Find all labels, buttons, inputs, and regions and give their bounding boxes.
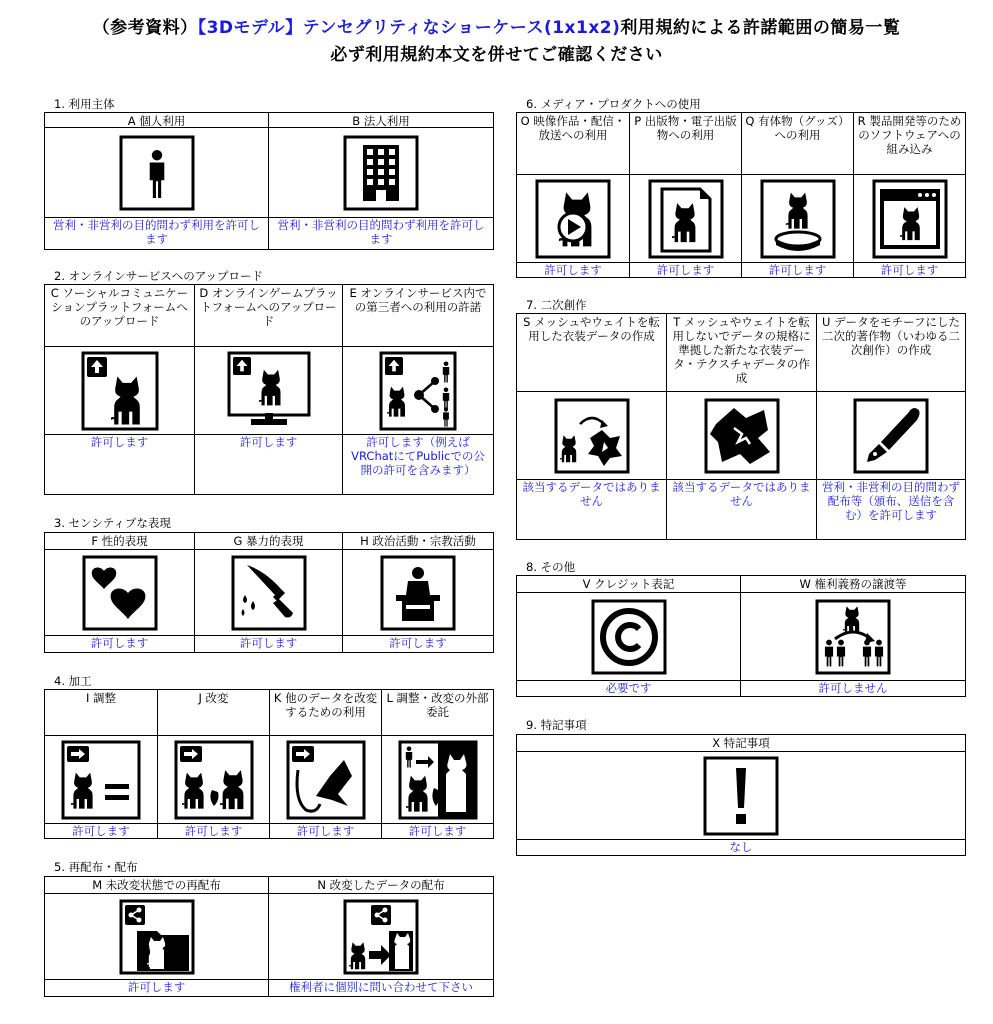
- item-d-game-platform-upload: [195, 285, 343, 494]
- section-label-redistribution: 5. 再配布・配布: [54, 860, 138, 874]
- adjust-equal-icon: [45, 736, 157, 824]
- item-heading: Q 有体物（グッズ）への利用: [742, 113, 853, 175]
- item-r-software-embedding: [854, 113, 965, 277]
- item-answer: 許可します: [408, 824, 467, 838]
- outsourcing-icon: [382, 736, 493, 824]
- item-heading: X 特記事項: [517, 735, 965, 752]
- item-heading: K 他のデータを改変するための利用: [270, 690, 381, 736]
- upload-monitor-icon: [195, 347, 342, 435]
- section-label-other: 8. その他: [526, 560, 576, 574]
- item-q-physical-goods: [742, 113, 854, 277]
- distribute-modified-icon: [269, 894, 493, 980]
- item-answer: 営利・非営利の目的問わず利用を許可します: [53, 218, 260, 246]
- section-label-processing: 4. 加工: [54, 674, 92, 688]
- section-grid-usage-subject: [44, 112, 494, 250]
- item-answer: なし: [729, 840, 753, 854]
- publication-icon: [630, 175, 741, 263]
- page-title: [0, 13, 993, 38]
- item-m-unmodified-redistribution: [45, 877, 269, 996]
- section-label-media-products: 6. メディア・プロダクトへの使用: [526, 97, 701, 111]
- item-answer: 許可します: [90, 636, 149, 650]
- building-icon: [269, 128, 493, 218]
- section-label-special-notes: 9. 特記事項: [526, 718, 587, 732]
- item-answer: 許可します: [239, 435, 298, 449]
- hearts-icon: [45, 550, 194, 636]
- item-heading: L 調整・改変の外部委託: [382, 690, 493, 736]
- figure-goods-icon: [742, 175, 853, 263]
- item-w-rights-transfer: [741, 576, 965, 696]
- item-heading: C ソーシャルコミュニケーションプラットフォームへのアップロード: [45, 285, 194, 347]
- item-c-social-platform-upload: [45, 285, 195, 494]
- item-heading: B 法人利用: [269, 113, 493, 128]
- item-heading: T メッシュやウェイトを転用しないでデータの規格に準拠した新たな衣装データ・テクスチャデータの作成: [667, 314, 816, 392]
- item-heading: F 性的表現: [45, 533, 194, 550]
- item-heading: J 改変: [158, 690, 269, 736]
- item-answer: 許可します: [127, 980, 186, 994]
- item-answer: 該当するデータではありません: [672, 480, 811, 508]
- modify-other-data-icon: [270, 736, 381, 824]
- item-u-derivative-creation: [817, 314, 965, 539]
- section-grid-other: [516, 575, 966, 697]
- item-j-modification: [158, 690, 270, 838]
- software-window-icon: [854, 175, 965, 263]
- item-answer: 営利・非営利の目的問わず配布等（頒布、送信を含む）を許可します: [822, 480, 960, 522]
- item-heading: S メッシュやウェイトを転用した衣装データの作成: [517, 314, 666, 392]
- section-label-usage-subject: 1. 利用主体: [54, 97, 115, 111]
- section-grid-derivative-works: [516, 313, 966, 540]
- title-suffix: 利用規約による許諾範囲の簡易一覧: [620, 18, 901, 38]
- item-e-third-party-license: [343, 285, 493, 494]
- item-a-personal-use: [45, 113, 269, 249]
- item-f-sexual-expression: [45, 533, 195, 652]
- section-label-sensitive-expression: 3. センシティブな表現: [54, 516, 171, 530]
- item-heading: U データをモチーフにした二次的著作物（いわゆる二次創作）の作成: [817, 314, 965, 392]
- item-heading: N 改変したデータの配布: [269, 877, 493, 894]
- item-o-video-broadcast: [517, 113, 630, 277]
- item-answer: 該当するデータではありません: [522, 480, 661, 508]
- section-grid-redistribution: [44, 876, 494, 997]
- section-grid-special-notes: [516, 734, 966, 856]
- section-label-online-upload: 2. オンラインサービスへのアップロード: [54, 269, 263, 283]
- item-heading: R 製品開発等のためのソフトウェアへの組み込み: [854, 113, 965, 175]
- item-answer: 許可します: [880, 263, 939, 277]
- section-grid-media-products: [516, 112, 966, 278]
- item-answer: 許可します: [296, 824, 355, 838]
- item-answer: 許可します: [90, 435, 149, 449]
- item-t-new-outfit-data: [667, 314, 817, 539]
- item-answer: 必要です: [605, 681, 652, 695]
- title-prefix: （参考資料）: [92, 18, 198, 38]
- item-heading: V クレジット表記: [517, 576, 740, 593]
- knife-icon: [195, 550, 342, 636]
- item-heading: M 未改変状態での再配布: [45, 877, 268, 894]
- mesh-transfer-icon: [517, 392, 666, 480]
- item-answer: 許可します: [72, 824, 130, 838]
- item-l-outsourcing: [382, 690, 493, 838]
- item-answer: 許可します: [544, 263, 602, 277]
- item-h-political-religious: [343, 533, 493, 652]
- item-heading: W 権利義務の譲渡等: [741, 576, 965, 593]
- item-answer: 許可します: [389, 636, 447, 650]
- item-k-modify-other-data: [270, 690, 382, 838]
- item-answer: 許可しません: [818, 681, 888, 695]
- item-x-special-notes: [517, 735, 965, 855]
- item-answer: 営利・非営利の目的問わず利用を許可します: [277, 218, 485, 246]
- modify-icon: [158, 736, 269, 824]
- copyright-icon: [517, 593, 740, 681]
- section-grid-online-upload: [44, 284, 494, 495]
- item-b-corporate-use: [269, 113, 493, 249]
- transfer-rights-icon: [741, 593, 965, 681]
- section-grid-sensitive-expression: [44, 532, 494, 653]
- item-heading: A 個人利用: [45, 113, 268, 128]
- item-answer: 権利者に個別に問い合わせて下さい: [289, 980, 473, 994]
- item-answer: 許可します: [656, 263, 715, 277]
- item-answer: 許可します（例えばVRChatにてPublicでの公開の許可を含みます）: [351, 435, 485, 477]
- item-answer: 許可します: [184, 824, 243, 838]
- pen-nib-icon: [817, 392, 965, 480]
- item-g-violent-expression: [195, 533, 343, 652]
- item-s-mesh-reuse-outfit: [517, 314, 667, 539]
- item-answer: 許可します: [768, 263, 827, 277]
- item-i-adjustment: [45, 690, 158, 838]
- video-play-icon: [517, 175, 629, 263]
- share-users-icon: [343, 347, 493, 435]
- person-icon: [45, 128, 268, 218]
- exclamation-icon: [517, 752, 965, 840]
- title-model-name: 【3Dモデル】テンセグリティなショーケース(1x1x2): [197, 18, 621, 38]
- item-n-modified-distribution: [269, 877, 493, 996]
- section-label-derivative-works: 7. 二次創作: [526, 298, 587, 312]
- item-heading: O 映像作品・配信・放送への利用: [517, 113, 629, 175]
- new-outfit-icon: [667, 392, 816, 480]
- item-heading: P 出版物・電子出版物への利用: [630, 113, 741, 175]
- podium-icon: [343, 550, 493, 636]
- redistribute-folder-icon: [45, 894, 268, 980]
- item-answer: 許可します: [239, 636, 298, 650]
- page-subtitle: 必ず利用規約本文を併せてご確認ください: [330, 45, 663, 65]
- item-v-credit: [517, 576, 741, 696]
- item-heading: I 調整: [45, 690, 157, 736]
- item-heading: G 暴力的表現: [195, 533, 342, 550]
- item-heading: H 政治活動・宗教活動: [343, 533, 493, 550]
- item-heading: E オンラインサービス内での第三者への利用の許諾: [343, 285, 493, 347]
- upload-avatar-icon: [45, 347, 194, 435]
- section-grid-processing: [44, 689, 494, 839]
- item-heading: D オンラインゲームプラットフォームへのアップロード: [195, 285, 342, 347]
- item-p-publication: [630, 113, 742, 277]
